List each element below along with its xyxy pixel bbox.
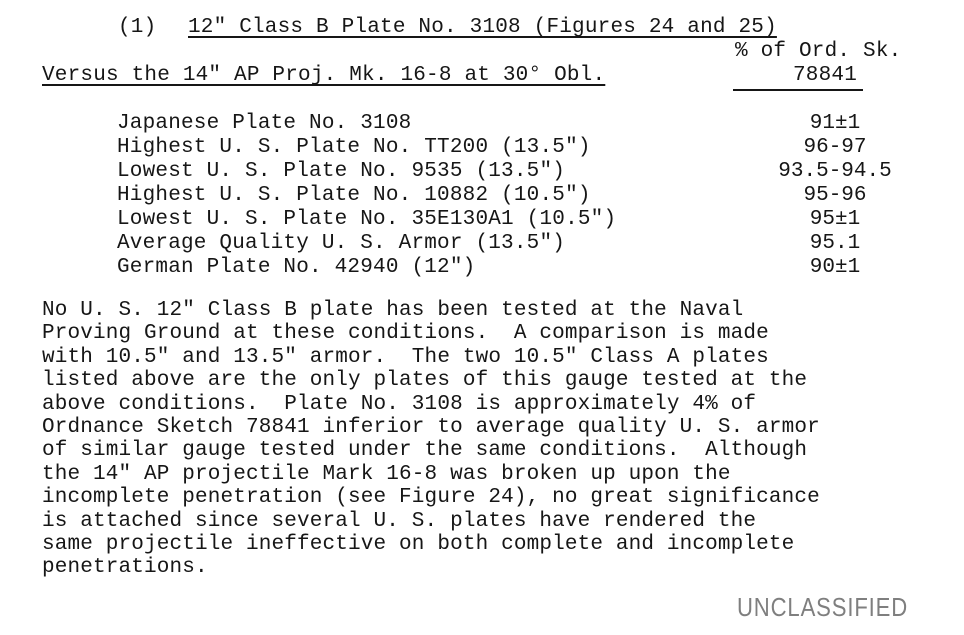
table-row (0, 160, 964, 184)
row-label: Lowest U. S. Plate No. 35E130A1 (10.5") (117, 208, 617, 231)
row-value: 96-97 (803, 136, 867, 159)
row-value: 95.1 (809, 232, 861, 255)
section-subtitle: Versus the 14" AP Proj. Mk. 16-8 at 30° Obl. (42, 64, 606, 87)
table-row (0, 256, 964, 280)
row-value: 93.5-94.5 (778, 160, 892, 183)
table-row (0, 136, 964, 160)
paragraph-line: Ordnance Sketch 78841 inferior to average quality U. S. armor (42, 415, 820, 439)
row-label: German Plate No. 42940 (12") (117, 256, 476, 279)
table-row (0, 232, 964, 256)
paragraph-line: is attached since several U. S. plates have rendered the (42, 509, 757, 533)
paragraph-line: the 14" AP projectile Mark 16-8 was broken up upon the (42, 462, 731, 486)
column-header-sketch-number: 78841 (793, 64, 858, 87)
paragraph-line: listed above are the only plates of this gauge tested at the (42, 369, 808, 393)
paragraph-line: penetrations. (42, 556, 208, 580)
row-label: Highest U. S. Plate No. TT200 (13.5") (117, 136, 591, 159)
row-label: Highest U. S. Plate No. 10882 (10.5") (117, 184, 591, 207)
row-value: 95-96 (803, 184, 867, 207)
section-number: (1) (118, 16, 157, 39)
paragraph-line: same projectile ineffective on both complete and incomplete (42, 532, 795, 556)
classification-stamp: UNCLASSIFIED (737, 592, 909, 622)
paragraph-line: of similar gauge tested under the same conditions. Although (42, 439, 808, 463)
row-value: 91±1 (809, 112, 861, 135)
section-title: 12" Class B Plate No. 3108 (Figures 24 and 25) (188, 16, 777, 39)
table-row (0, 208, 964, 232)
table-row (0, 112, 964, 136)
row-value: 90±1 (809, 256, 861, 279)
paragraph-line: with 10.5" and 13.5" armor. The two 10.5" Class A plates (42, 345, 769, 369)
row-value: 95±1 (809, 208, 861, 231)
paragraph-line: above conditions. Plate No. 3108 is approximately 4% of (42, 392, 757, 416)
paragraph-line: Proving Ground at these conditions. A comparison is made (42, 322, 769, 346)
row-label: Average Quality U. S. Armor (13.5") (117, 232, 566, 255)
paragraph-line: incomplete penetration (see Figure 24), no great significance (42, 486, 820, 510)
row-label: Japanese Plate No. 3108 (117, 112, 412, 135)
body-paragraph (42, 299, 942, 580)
paragraph-line: No U. S. 12" Class B plate has been tested at the Naval (42, 299, 744, 322)
row-label: Lowest U. S. Plate No. 9535 (13.5") (117, 160, 566, 183)
column-header-rule (733, 89, 863, 91)
column-header-label: % of Ord. Sk. (735, 40, 902, 63)
table-row (0, 184, 964, 208)
